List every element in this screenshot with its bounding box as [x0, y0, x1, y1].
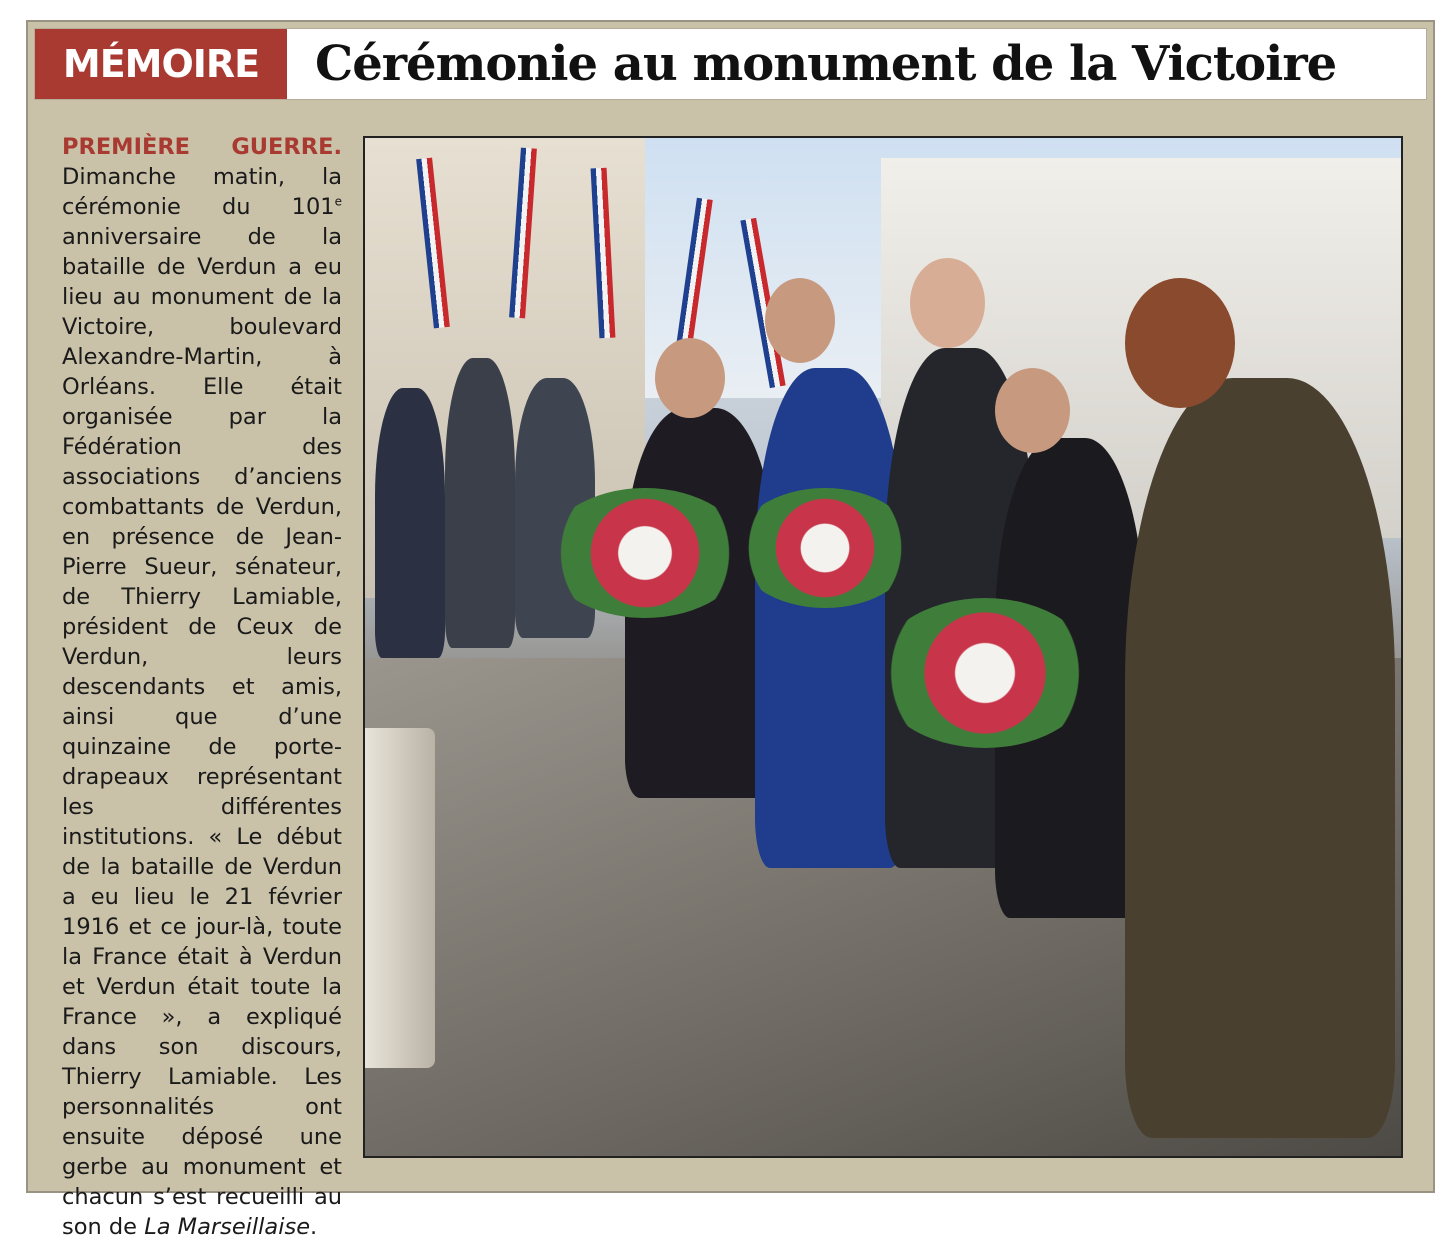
photo-wreath [545, 488, 745, 618]
photo-official-head [1125, 278, 1235, 408]
photo-official-head [995, 368, 1070, 453]
photo-official-head [655, 338, 725, 418]
photo-official-head [765, 278, 835, 363]
article-body [62, 132, 342, 1242]
article-header [34, 28, 1427, 100]
article-lead: PREMIÈRE GUERRE. [62, 134, 342, 160]
photo-flag-bearer [445, 358, 515, 648]
photo-official-head [910, 258, 985, 348]
body-text-1: Dimanche matin, la cérémonie du 101 [62, 164, 342, 220]
photo-official [755, 368, 905, 868]
body-end: . [310, 1214, 318, 1240]
article-frame [26, 20, 1435, 1240]
section-rubric: MÉMOIRE [35, 29, 287, 99]
photo-official [1125, 378, 1395, 1138]
body-text-2: anniversaire de la bataille de Verdun a eu lieu au monument de la Victoire, boulevard Alexandre-Martin, à Orléans. Elle était organisée par la Fédération des associations d’anciens combattants de Verdun, en présence de Jean-Pierre Sueur, sénateur, de Thierry Lamiable, président de Ceux de Verdun, leurs descendants et amis, ainsi que d’une quinzaine de porte-drapeaux représentant les différentes institutions. « Le début de la bataille de Verdun a eu lieu le 21 février 1916 et ce jour-là, toute la France était à Verdun et Verdun était toute la France », a expliqué dans son discours, Thierry Lamiable. Les personnalités ont ensuite déposé une gerbe au monument et chacun s’est recueilli au son de [62, 224, 342, 1240]
headline: Cérémonie au monument de la Victoire [315, 36, 1337, 92]
photo-wreath [875, 598, 1095, 748]
ceremony-photo [363, 136, 1403, 1158]
photo-flag-bearer [375, 388, 445, 658]
photo-wreath [735, 488, 915, 608]
work-title: La Marseillaise [144, 1214, 311, 1240]
ordinal-suffix: e [334, 194, 342, 209]
photo-monument-stone [365, 728, 435, 1068]
